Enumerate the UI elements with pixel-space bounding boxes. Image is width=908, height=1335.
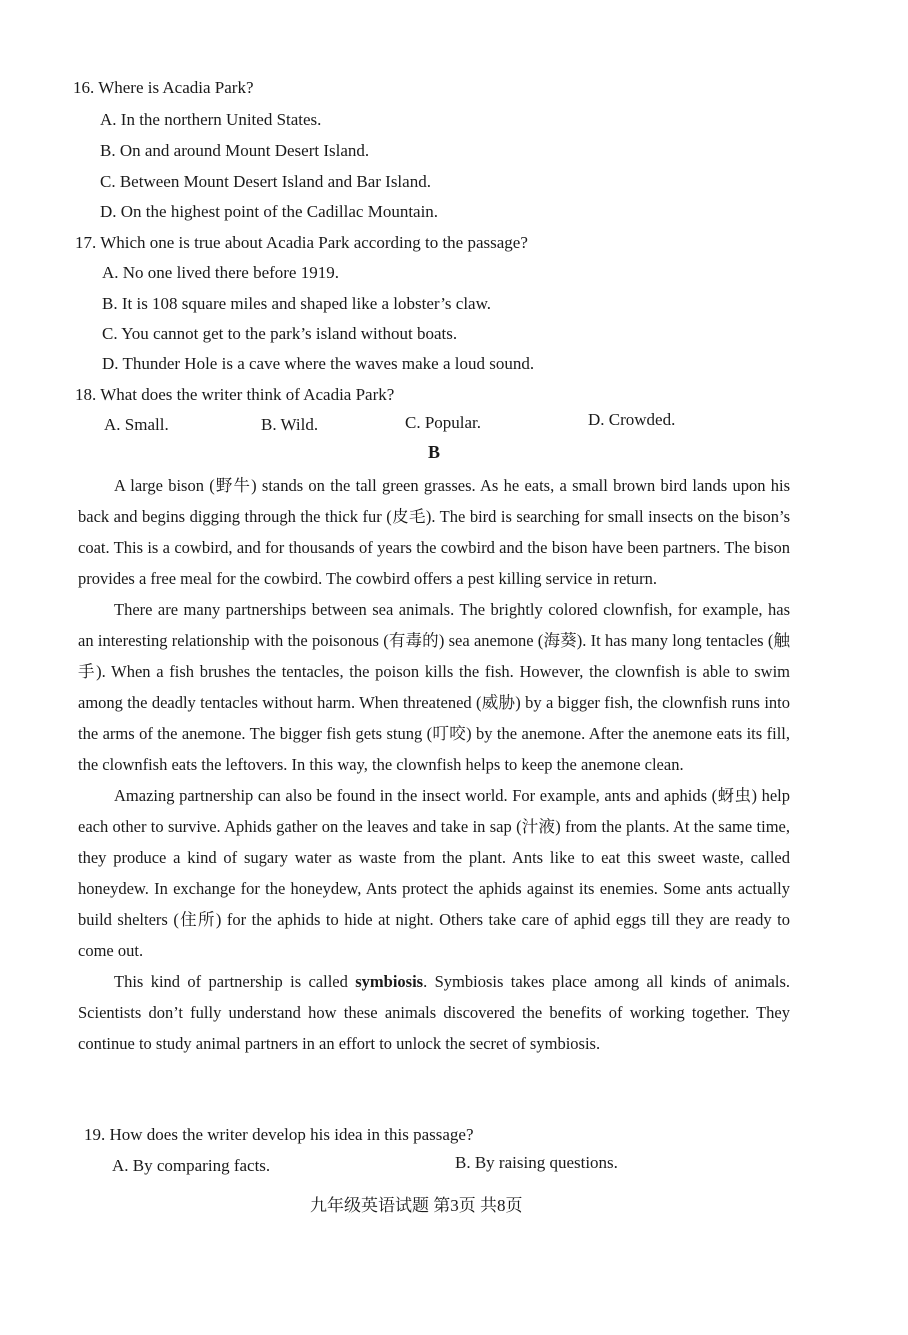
- passage-paragraph-3: Amazing partnership can also be found in the insect world. For example, ants and aphids (蚜虫) help each other to survive. Aphids gather on the leaves and take in sap (汁液) from the plants. At the same time, they produce a kind of sugary water as waste from the plant. Ants like to eat this sweet waste, called honeydew. In exchange for the honeydew, Ants protect the aphids against its enemies. Some ants actually build shelters (住所) for the aphids to hide at night. Others take care of aphid eggs till they are ready to come out.: [78, 786, 790, 960]
- page-footer: 九年级英语试题 第3页 共8页: [310, 1196, 523, 1215]
- q17-option-c: C. You cannot get to the park’s island without boats.: [102, 324, 458, 343]
- q16-option-b: B. On and around Mount Desert Island.: [100, 141, 370, 160]
- p4-text-post: . Symbiosis takes place among all kinds of animals. Scientists don’t fully understand how these animals discovered the benefits of working together. They continue to study animal partners in an effort to unlock the secret of symbiosis.: [78, 972, 790, 1053]
- passage-paragraph-4: [78, 966, 790, 1059]
- passage-paragraph-1: A large bison (野牛) stands on the tall green grasses. As he eats, a small brown bird lands upon his back and begins digging through the thick fur (皮毛). The bird is searching for small insects on the bison’s coat. This is a cowbird, and for thousands of years the cowbird and the bison have been partners. The bison provides a free meal for the cowbird. The cowbird offers a pest killing service in return.: [78, 476, 790, 588]
- q17-stem: 17. Which one is true about Acadia Park according to the passage?: [75, 233, 528, 252]
- q19-option-b: B. By raising questions.: [455, 1153, 618, 1172]
- q17-option-a: A. No one lived there before 1919.: [102, 263, 339, 282]
- q19-option-a: A. By comparing facts.: [112, 1156, 271, 1175]
- q16-stem: 16. Where is Acadia Park?: [73, 78, 254, 97]
- q16-option-c: C. Between Mount Desert Island and Bar Island.: [100, 172, 431, 191]
- q19-stem: 19. How does the writer develop his idea in this passage?: [84, 1125, 474, 1144]
- q18-option-c: C. Popular.: [405, 413, 482, 432]
- key-term-symbiosis: symbiosis: [355, 972, 424, 991]
- q18-option-d: D. Crowded.: [588, 410, 676, 429]
- q17-option-b: B. It is 108 square miles and shaped like a lobster’s claw.: [102, 294, 492, 313]
- q18-stem: 18. What does the writer think of Acadia Park?: [75, 385, 395, 404]
- q16-option-a: A. In the northern United States.: [100, 110, 322, 129]
- passage-b: [78, 470, 790, 1059]
- q18-option-a: A. Small.: [104, 415, 169, 434]
- q17-option-d: D. Thunder Hole is a cave where the waves make a loud sound.: [102, 354, 535, 373]
- q18-option-b: B. Wild.: [261, 415, 319, 434]
- passage-paragraph-2: There are many partnerships between sea animals. The brightly colored clownfish, for example, has an interesting relationship with the poisonous (有毒的) sea anemone (海葵). It has many long tentacles (触手). When a fish brushes the tentacles, the poison kills the fish. However, the clownfish is able to swim among the deadly tentacles without harm. When threatened (威胁) by a bigger fish, the clownfish runs into the arms of the anemone. The bigger fish gets stung (叮咬) by the anemone. After the anemone eats its fill, the clownfish eats the leftovers. In this way, the clownfish helps to keep the anemone clean.: [78, 600, 790, 774]
- q16-option-d: D. On the highest point of the Cadillac Mountain.: [100, 202, 439, 221]
- section-heading: B: [428, 442, 441, 462]
- p4-text-pre: This kind of partnership is called: [114, 972, 356, 991]
